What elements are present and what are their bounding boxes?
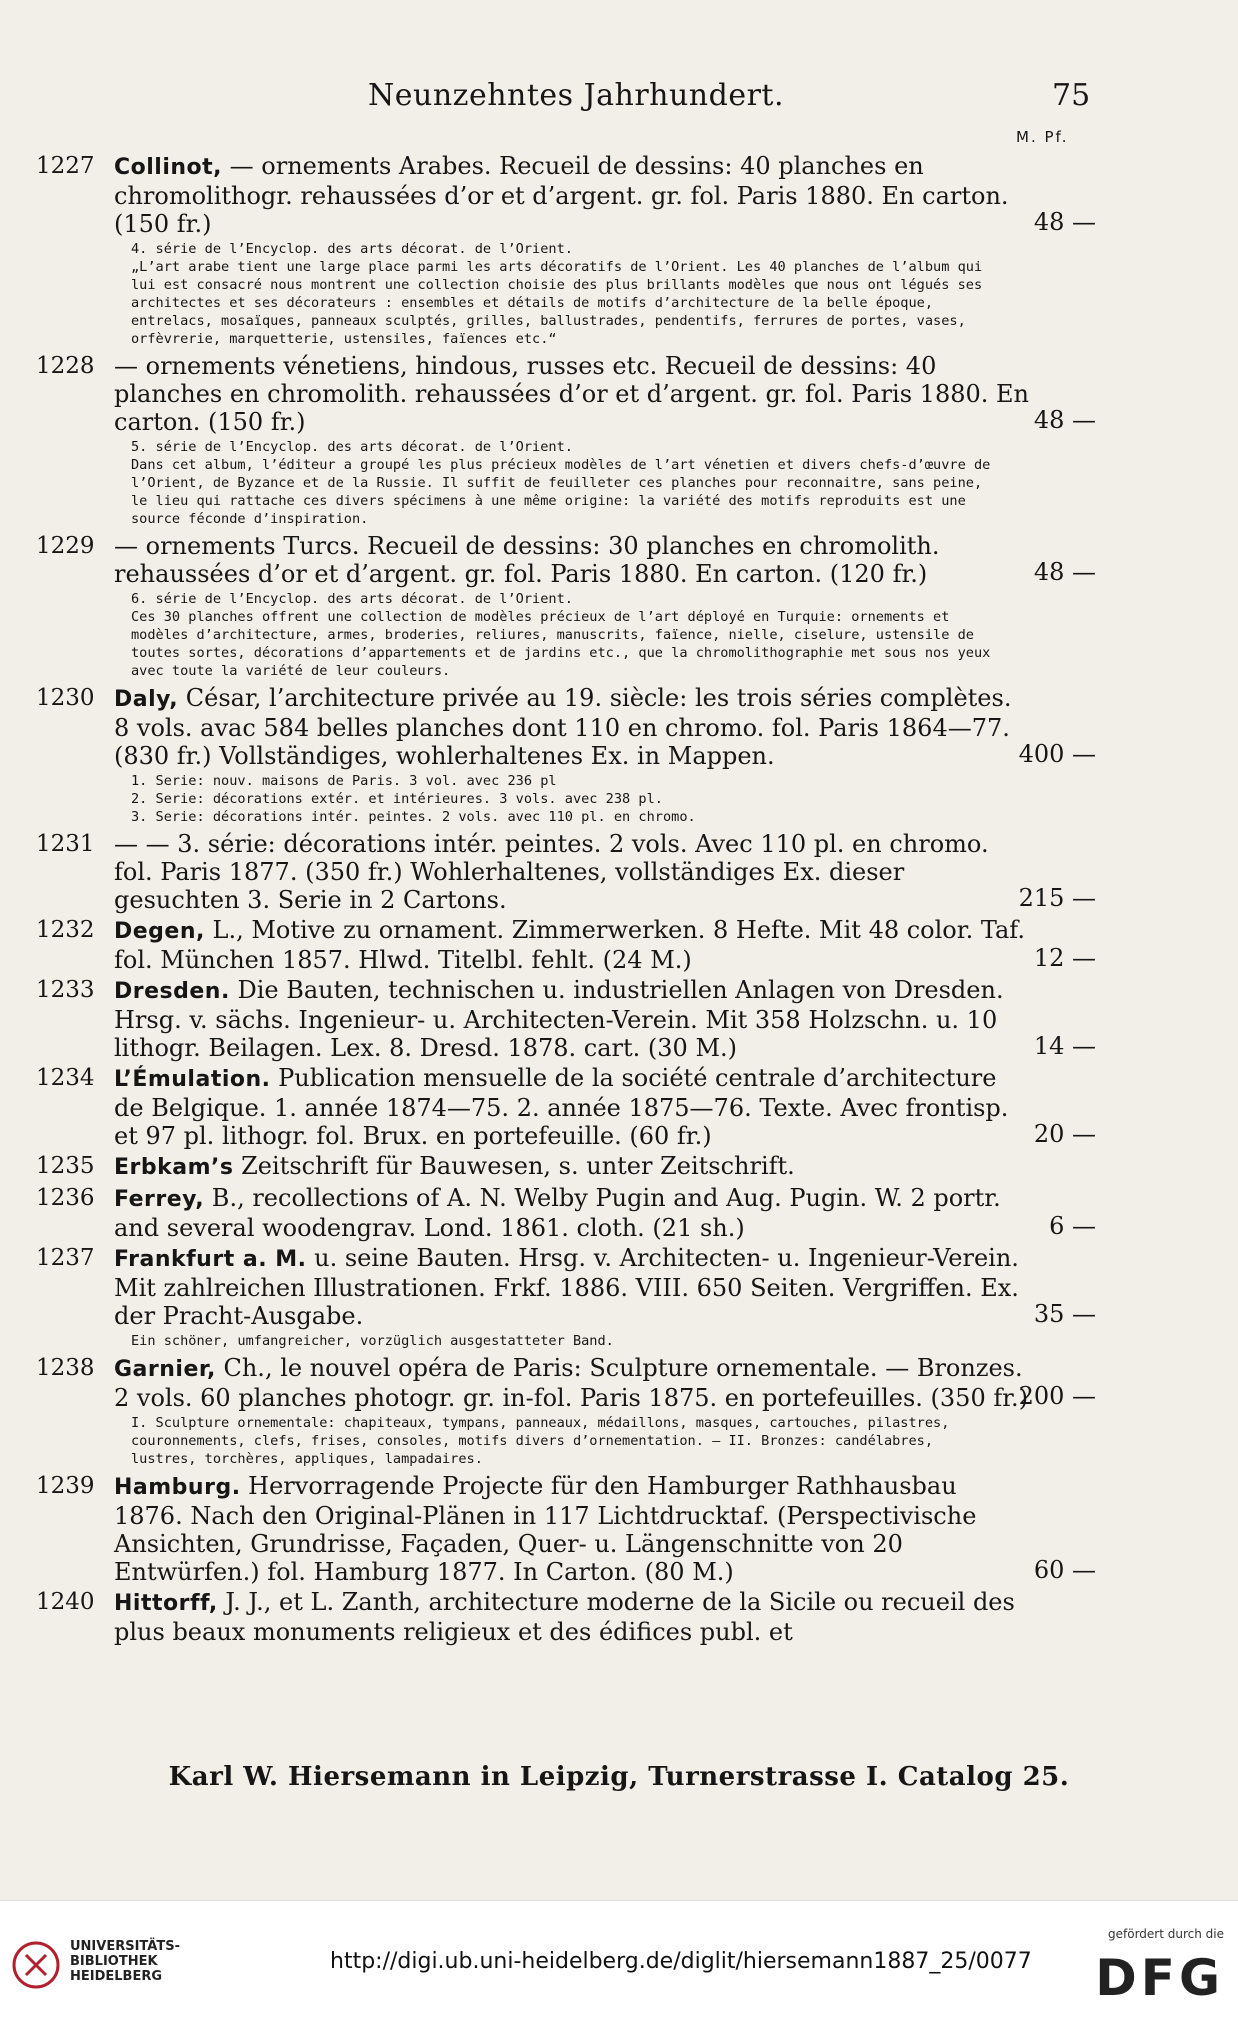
entry-author: Erbkam’s xyxy=(114,1155,234,1180)
catalog-entry xyxy=(36,1588,1096,1646)
funded-by-label: gefördert durch die xyxy=(1108,1927,1224,1941)
entry-price: 200 — xyxy=(1018,1382,1096,1410)
entry-number: 1230 xyxy=(36,685,95,711)
entry-number: 1227 xyxy=(36,153,95,179)
entry-text xyxy=(114,352,1029,436)
entry-text xyxy=(114,532,940,588)
catalog-entry xyxy=(36,532,1096,588)
institution-line: HEIDELBERG xyxy=(70,1969,163,1984)
catalog-entry xyxy=(36,1354,1096,1412)
entry-author: Ferrey, xyxy=(114,1187,205,1212)
entry-text xyxy=(114,976,1004,1062)
entry-text xyxy=(114,1184,1001,1242)
entry-author: L’Émulation. xyxy=(114,1067,271,1092)
entry-author: Frankfurt a. M. xyxy=(114,1247,307,1272)
entry-notes xyxy=(36,438,1096,528)
entry-number: 1233 xyxy=(36,977,95,1003)
entry-number: 1240 xyxy=(36,1589,95,1615)
entry-number: 1234 xyxy=(36,1065,95,1091)
institution-line: UNIVERSITÄTS- xyxy=(70,1939,180,1954)
catalog-entry xyxy=(36,152,1096,238)
entry-description: L., Motive zu ornament. Zimmerwerken. 8 Hefte. Mit 48 color. Taf. fol. München 1857. Hlwd. Titelbl. fehlt. (24 M.) xyxy=(114,916,1025,974)
entry-price: 48 — xyxy=(1033,558,1096,586)
entry-price: 400 — xyxy=(1018,740,1096,768)
entry-note: 3. Serie: décorations intér. peintes. 2 vols. avec 110 pl. en chromo. xyxy=(131,809,696,825)
entry-text xyxy=(114,830,989,914)
entry-description: J. J., et L. Zanth, architecture moderne de la Sicile ou recueil des plus beaux monuments religieux et des édifices publ. et xyxy=(114,1588,1015,1646)
entry-note: Ein schöner, umfangreicher, vorzüglich ausgestatteter Band. xyxy=(131,1333,614,1349)
catalog-entry xyxy=(36,352,1096,436)
entry-author: Degen, xyxy=(114,919,205,944)
entry-author: Garnier, xyxy=(114,1357,216,1382)
catalog-entry xyxy=(36,1472,1096,1586)
entry-number: 1235 xyxy=(36,1153,95,1179)
entry-text xyxy=(114,684,1011,770)
entry-price: 215 — xyxy=(1018,884,1096,912)
catalog-entry xyxy=(36,1152,1096,1182)
entry-number: 1237 xyxy=(36,1245,95,1271)
entry-description: Zeitschrift für Bauwesen, s. unter Zeitschrift. xyxy=(233,1152,795,1180)
entry-author: Daly, xyxy=(114,687,179,712)
running-header xyxy=(0,78,1238,118)
catalog-entries xyxy=(36,152,1096,1648)
entry-number: 1228 xyxy=(36,353,95,379)
catalog-entry xyxy=(36,1244,1096,1330)
entry-description: B., recollections of A. N. Welby Pugin and Aug. Pugin. W. 2 portr. and several woodengrav. Lond. 1861. cloth. (21 sh.) xyxy=(114,1184,1001,1242)
entry-note: I. Sculpture ornementale: chapiteaux, tympans, panneaux, médaillons, masques, cartouches, pilastres, couronnements, clefs, frises, consoles, motifs divers d’ornementation. — II. Bronzes: candélabres, lustres, torchères, appliques, lampadaires. xyxy=(131,1415,950,1467)
entry-note: Ces 30 planches offrent une collection de modèles précieux de l’art déployé en Turquie: ornements et modèles d’architecture, armes, broderies, reliures, manuscrits, faïence, nielle, ciselure, ustensile de toutes sortes, décorations d’appartements et de jardins etc., que la chromolithographie met sous nos yeux avec toute la variété de leur couleurs. xyxy=(131,609,991,679)
entry-author: Collinot, xyxy=(114,155,223,180)
catalog-entry xyxy=(36,916,1096,974)
entry-text xyxy=(114,1064,1008,1150)
entry-author: Hamburg. xyxy=(114,1475,241,1500)
university-seal-icon xyxy=(12,1941,60,1989)
entry-description: u. seine Bauten. Hrsg. v. Architecten- u. Ingenieur-Verein. Mit zahlreichen Illustrationen. Frkf. 1886. VIII. 650 Seiten. Vergriffen. Ex. der Pracht-Ausgabe. xyxy=(114,1244,1019,1330)
currency-label: M. Pf. xyxy=(1016,128,1069,146)
entry-text xyxy=(114,1472,976,1586)
publisher-footer: Karl W. Hiersemann in Leipzig, Turnerstrasse I. Catalog 25. xyxy=(168,1762,1070,1792)
entry-price: 60 — xyxy=(1033,1556,1096,1584)
entry-note: 5. série de l’Encyclop. des arts décorat. de l’Orient. xyxy=(131,439,573,455)
entry-note: 4. série de l’Encyclop. des arts décorat. de l’Orient. xyxy=(131,241,573,257)
entry-text xyxy=(114,1588,1015,1646)
entry-description: — ornements Turcs. Recueil de dessins: 30 planches en chromolith. rehaussées d’or et d’argent. gr. fol. Paris 1880. En carton. (120 fr.) xyxy=(114,532,940,588)
entry-notes xyxy=(36,590,1096,680)
entry-text xyxy=(114,1152,795,1180)
catalog-entry xyxy=(36,976,1096,1062)
entry-author: Dresden. xyxy=(114,979,230,1004)
entry-number: 1229 xyxy=(36,533,95,559)
entry-description: Die Bauten, technischen u. industriellen Anlagen von Dresden. Hrsg. v. sächs. Ingenieur- u. Architecten-Verein. Mit 358 Holzschn. u. 10 lithogr. Beilagen. Lex. 8. Dresd. 1878. cart. (30 M.) xyxy=(114,976,1004,1062)
entry-price: 20 — xyxy=(1033,1120,1096,1148)
institution-line: BIBLIOTHEK xyxy=(70,1954,158,1969)
entry-description: Ch., le nouvel opéra de Paris: Sculpture ornementale. — Bronzes. 2 vols. 60 planches photogr. gr. in-fol. Paris 1875. en portefeuilles. (350 fr.) xyxy=(114,1354,1029,1412)
dfg-logo: DFG xyxy=(1095,1949,1224,2007)
entry-notes xyxy=(36,240,1096,348)
entry-notes xyxy=(36,1332,1096,1350)
entry-price: 48 — xyxy=(1033,208,1096,236)
catalog-entry xyxy=(36,1064,1096,1150)
page-number: 75 xyxy=(1052,78,1091,113)
entry-description: — ornements Arabes. Recueil de dessins: 40 planches en chromolithogr. rehaussées d’or et d’argent. gr. fol. Paris 1880. En carton. (150 fr.) xyxy=(114,152,1009,238)
entry-price: 35 — xyxy=(1033,1300,1096,1328)
catalog-entry xyxy=(36,1184,1096,1242)
catalog-entry xyxy=(36,830,1096,914)
entry-note: 1. Serie: nouv. maisons de Paris. 3 vol. avec 236 pl xyxy=(131,773,557,789)
entry-price: 6 — xyxy=(1049,1212,1096,1240)
entry-number: 1236 xyxy=(36,1185,95,1211)
entry-description: — ornements vénetiens, hindous, russes etc. Recueil de dessins: 40 planches en chromolith. rehaussées d’or et d’argent. gr. fol. Paris 1880. En carton. (150 fr.) xyxy=(114,352,1029,436)
entry-text xyxy=(114,1244,1019,1330)
institution-name xyxy=(70,1939,180,1984)
catalog-entry xyxy=(36,684,1096,770)
entry-note: Dans cet album, l’éditeur a groupé les plus précieux modèles de l’art vénetien et divers chefs-d’œuvre de l’Orient, de Byzance et de la Russie. Il suffit de feuilleter ces planches pour reconnaitre, sans peine, le lieu qui rattache ces divers spécimens à une même origine: la variété des motifs reproduits est une source féconde d’inspiration. xyxy=(131,457,991,527)
entry-text xyxy=(114,152,1009,238)
entry-price: 12 — xyxy=(1033,944,1096,972)
entry-number: 1232 xyxy=(36,917,95,943)
entry-description: — — 3. série: décorations intér. peintes. 2 vols. Avec 110 pl. en chromo. fol. Paris 1877. (350 fr.) Wohlerhaltenes, vollständiges Ex. dieser gesuchten 3. Serie in 2 Cartons. xyxy=(114,830,989,914)
entry-note: „L’art arabe tient une large place parmi les arts décoratifs de l’Orient. Les 40 planches de l’album qui lui est consacré nous montrent une collection choisie des plus brillants modèles que nous ont légués ses architectes et ses décorateurs : ensembles et détails de motifs d’architecture de la belle époque, entrelacs, mosaïques, panneaux sculptés, grilles, ballustrades, pendentifs, ferrures de portes, vases, orfèvrerie, marquetterie, ustensiles, faïences etc.“ xyxy=(131,259,983,347)
entry-price: 48 — xyxy=(1033,406,1096,434)
entry-description: César, l’architecture privée au 19. siècle: les trois séries complètes. 8 vols. avac 584 belles planches dont 110 en chromo. fol. Paris 1864—77. (830 fr.) Vollständiges, wohlerhaltenes Ex. in Mappen. xyxy=(114,684,1012,770)
entry-description: Hervorragende Projecte für den Hamburger Rathhausbau 1876. Nach den Original-Plänen in 117 Lichtdrucktaf. (Perspectivische Ansichten, Grundrisse, Façaden, Quer- u. Längenschnitte von 20 Entwürfen.) fol. Hamburg 1877. In Carton. (80 M.) xyxy=(114,1472,977,1586)
entry-price: 14 — xyxy=(1033,1032,1096,1060)
entry-text xyxy=(114,916,1025,974)
entry-note: 6. série de l’Encyclop. des arts décorat. de l’Orient. xyxy=(131,591,573,607)
page-title: Neunzehntes Jahrhundert. xyxy=(368,78,785,113)
entry-note: 2. Serie: décorations extér. et intérieures. 3 vols. avec 238 pl. xyxy=(131,791,663,807)
entry-number: 1238 xyxy=(36,1355,95,1381)
permalink[interactable]: http://digi.ub.uni-heidelberg.de/diglit/hiersemann1887_25/0077 xyxy=(330,1949,1032,1974)
entry-description: Publication mensuelle de la société centrale d’architecture de Belgique. 1. année 1874—75. 2. année 1875—76. Texte. Avec frontisp. et 97 pl. lithogr. fol. Brux. en portefeuille. (60 fr.) xyxy=(114,1064,1009,1150)
digitization-bar xyxy=(0,1900,1238,2021)
entry-author: Hittorff, xyxy=(114,1591,218,1616)
entry-number: 1231 xyxy=(36,831,95,857)
entry-notes xyxy=(36,772,1096,826)
entry-text xyxy=(114,1354,1028,1412)
entry-notes xyxy=(36,1414,1096,1468)
entry-number: 1239 xyxy=(36,1473,95,1499)
